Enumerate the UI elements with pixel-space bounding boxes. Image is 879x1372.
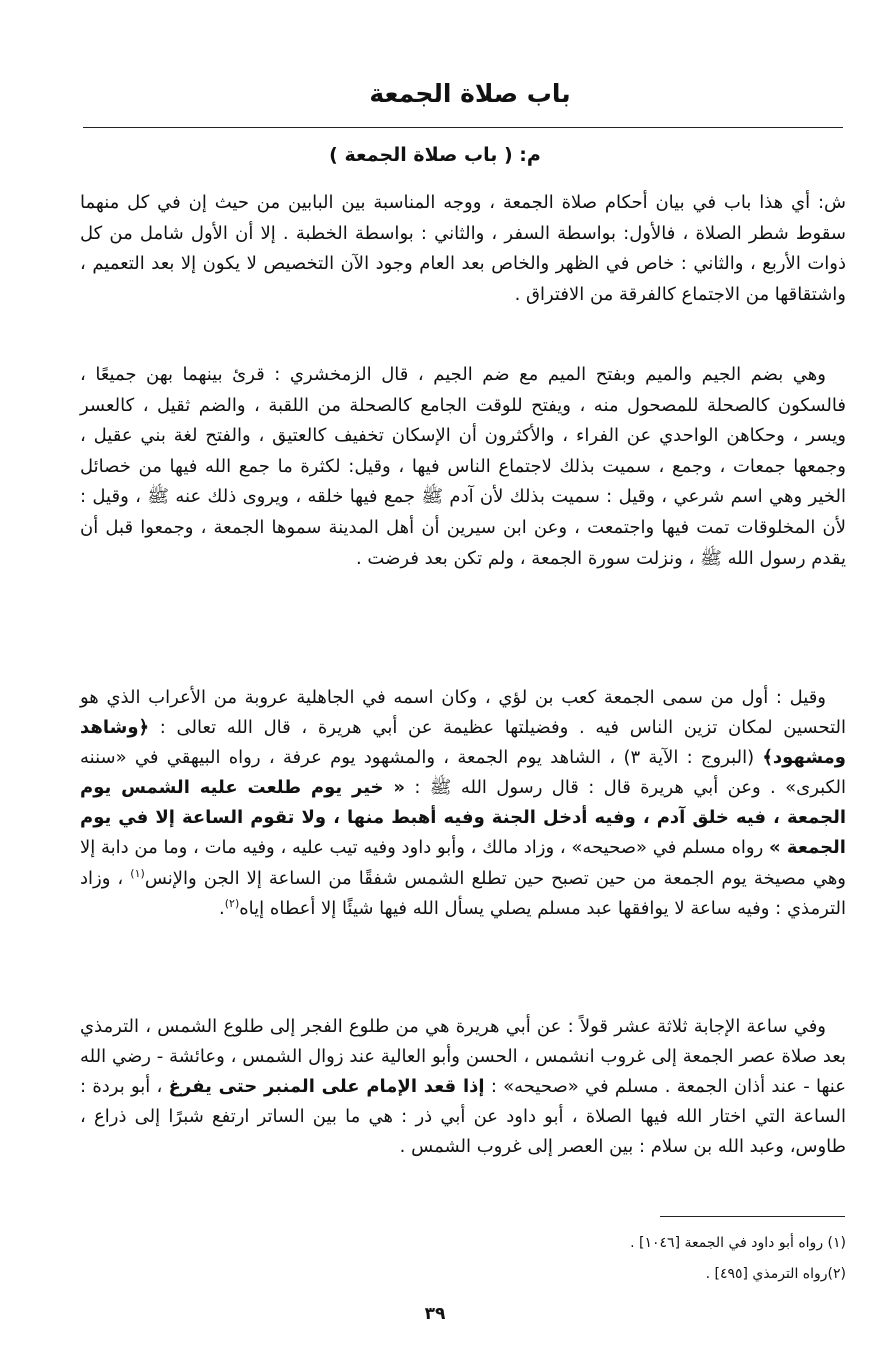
footnote-marker-2[interactable]: (٢) <box>224 896 240 910</box>
matn-heading: م: ( باب صلاة الجمعة ) <box>329 144 541 166</box>
paragraph-text: ، وزاد الترمذي : وفيه ساعة لا يوافقها عبد مسلم يصلي يسأل الله فيها شيئًا إلا أعطاه إياه <box>80 867 846 919</box>
page-number: ٣٩ <box>424 1304 446 1324</box>
hadith-text: إذا قعد الإمام على المنبر حتى يفرغ <box>168 1076 485 1097</box>
paragraph-text: . <box>219 897 225 919</box>
footnote-1: (١) رواه أبو داود في الجمعة [١٠٤٦] . <box>630 1235 846 1251</box>
paragraph-text: وقيل : أول من سمى الجمعة كعب بن لؤي ، وكان اسمه في الجاهلية عروبة من الأعراب الذي هو التحسين لمكان تزين الناس فيه . وفضيلتها عظيمة عن أبي هريرة ، قال الله تعالى : <box>80 687 846 739</box>
hadith-text: « خير يوم طلعت عليه الشمس يوم الجمعة ، فيه خلق آدم ، وفيه أدخل الجنة وفيه أهبط منها ، ولا تقوم الساعة إلا في يوم الجمعة » <box>80 777 846 859</box>
footnotes <box>80 1228 846 1290</box>
header-divider <box>83 127 843 128</box>
quran-verse: ﴿وشاهد ومشهود﴾ <box>80 717 846 769</box>
commentary-paragraph-4 <box>80 1012 846 1162</box>
paragraph-text: وفي ساعة الإجابة ثلاثة عشر قولاً : عن أبي هريرة هي من طلوع الفجر إلى طلوع الشمس ، الترمذي بعد صلاة عصر الجمعة إلى غروب انشمس ، الحسن وأبو العالية عند زوال الشمس ، وعائشة - رضي الله عنها - عند أذان الجمعة . مسلم في «صحيحه» : <box>80 1016 846 1097</box>
paragraph-text: رواه مسلم في «صحيحه» ، وزاد مالك ، وأبو داود وفيه تيب عليه ، وفيه مات ، وما من دابة إلا وهي مصيخة يوم الجمعة من حين تصبح حين تطلع الشمس شفقًا من الساعة إلا الجن والإنس <box>80 837 846 889</box>
footnote-marker-1[interactable]: (١) <box>130 866 145 880</box>
commentary-paragraph-3 <box>80 683 846 924</box>
chapter-title: باب صلاة الجمعة <box>369 79 571 108</box>
footnote-divider <box>660 1216 845 1217</box>
paragraph-text: وهي بضم الجيم والميم وبفتح الميم مع ضم الجيم ، قال الزمخشري : قرئ بينهما بهن جميعًا ، فالسكون كالصحلة للمصحول منه ، ويفتح للوقت الجامع كالصحلة من اللقبة ، والضم ثقيل ، كالعسر ويسر ، وحكاهن الواحدي عن الفراء ، والأكثرون أن الإسكان تخفيف كالعتيق ، والفتح لغة بني عقيل ، وجمعها جمعات ، وجمع ، سميت بذلك لاجتماع الناس فيها ، وقيل: لكثرة ما جمع الله فيها من خصائل الخير وهي اسم شرعي ، وقيل : سميت بذلك لأن آدم ﷺ جمع فيها خلقه ، ويروى ذلك عنه ﷺ ، وقيل : لأن المخلوقات تمت فيها واجتمعت ، وعن ابن سيرين أن أهل المدينة سموها الجمعة ، وجمعوا قبل أن يقدم رسول الله ﷺ ، ونزلت سورة الجمعة ، ولم تكن بعد فرضت . <box>80 364 846 569</box>
paragraph-text: ، أبو بردة : الساعة التي اختار الله فيها الصلاة ، أبو داود عن أبي ذر : هي ما بين الساتر ارتفع شبرًا إلى ذراع ، طاوس، وعبد الله بن سلام : بين العصر إلى غروب الشمس . <box>80 1076 846 1157</box>
commentary-paragraph-1 <box>80 188 846 310</box>
footnote-2: (٢)رواه الترمذي [٤٩٥] . <box>705 1266 846 1282</box>
commentary-paragraph-2 <box>80 360 846 574</box>
paragraph-text: (البروج : الآية ٣) ، الشاهد يوم الجمعة ، والمشهود يوم عرفة ، رواه البيهقي في «سننه الكبرى» . وعن أبي هريرة قال : قال رسول الله ﷺ : <box>80 747 846 799</box>
paragraph-text: ش: أي هذا باب في بيان أحكام صلاة الجمعة ، ووجه المناسبة بين البابين من حيث إن في كل منهما سقوط شطر الصلاة ، فالأول: بواسطة السفر ، والثاني : بواسطة الخطبة . إلا أن الأول شامل من كل ذوات الأربع ، والثاني : خاص في الظهر والخاص بعد العام وجود الآن التخصيص لا يكون إلا بعد التعميم ، واشتقاقها من الاجتماع كالفرقة من الافتراق . <box>80 192 846 305</box>
